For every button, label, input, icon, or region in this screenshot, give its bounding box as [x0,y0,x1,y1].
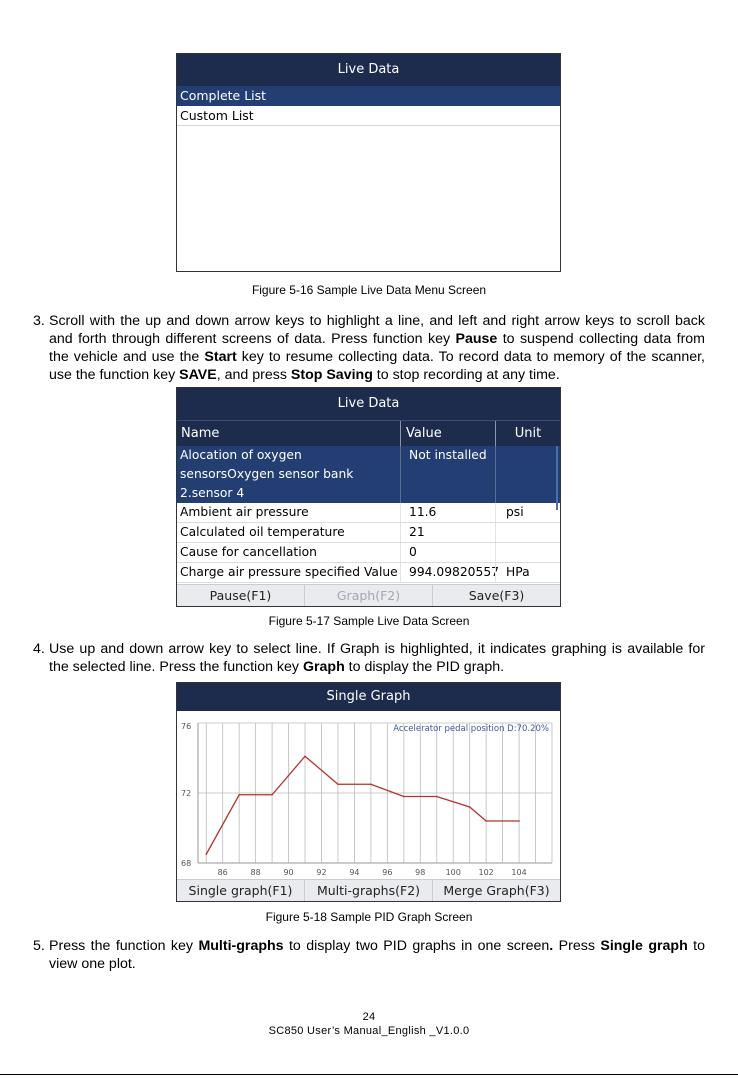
column-header-unit: Unit [495,421,560,446]
column-header-value: Value [400,421,495,446]
table-row[interactable] [177,563,560,583]
text-run: Press the function key [49,938,199,954]
cell-value: 0 [400,543,495,562]
step-3-paragraph [33,312,705,384]
cell-name: Ambient air pressure [180,505,309,519]
screen-title: Single Graph [177,683,560,711]
screen-title: Live Data [177,54,560,86]
data-point [436,796,438,798]
bold-term: Start [204,349,237,365]
table-row[interactable] [177,503,560,523]
function-key-2[interactable]: Graph(F2) [304,585,432,606]
bold-term: Single graph [600,938,688,954]
pid-graph [177,711,560,881]
x-tick-label: 94 [349,868,360,877]
bold-term: Multi-graphs [198,938,284,954]
series-line [206,756,519,854]
text-run: to suspend collecting data from the vehicle and use the [49,331,705,365]
cell-name: Cause for cancellation [180,545,317,559]
text-run: Scroll with the up and down arrow keys to highlight a line, and left and right arrow keys to scroll back and forth through different screens of data. Press function key [49,313,705,347]
cell-unit [495,523,560,542]
step-text [33,312,705,384]
text-run: , and press [216,367,291,383]
x-tick-label: 92 [316,868,327,877]
cell-unit [495,446,560,503]
text-run: Use up and down arrow key to select line. If Graph is highlighted, it indicates graphing is available for the selected line. Press the function key [49,641,705,675]
menu-item-custom-list[interactable] [177,106,560,126]
bold-term: Stop Saving [290,367,373,383]
manual-title: SC850 User’s Manual_English _V1.0.0 [268,1025,470,1037]
cell-unit: psi [495,503,560,522]
single-graph-screen [176,682,561,902]
function-key-1[interactable]: Single graph(F1) [188,883,293,898]
function-key-3[interactable]: Merge Graph(F3) [432,880,560,901]
x-tick-label: 98 [415,868,426,877]
bold-term: Graph [302,659,345,675]
page-number: 24 [362,1011,376,1023]
text-run: to display the PID graph. [344,659,505,675]
data-point [271,794,273,796]
data-point [403,796,405,798]
legend-label: Accelerator pedal position D:70.20% [393,724,549,734]
screen-title: Live Data [177,388,560,420]
table-row[interactable] [177,523,560,543]
function-key-1[interactable]: Pause(F1) [209,588,272,603]
text-run: key to resume collecting data. To record data to memory of the scanner, use the function key [49,349,705,383]
data-point [205,853,207,855]
menu-item-label: Complete List [180,88,267,103]
x-tick-label: 102 [478,868,494,877]
cell-value: 994.09820557 [400,563,495,582]
step-text [33,640,705,676]
cell-name: Calculated oil temperature [180,525,345,539]
menu-item-label: Custom List [180,108,254,123]
live-data-menu-screen [176,53,561,272]
data-point [238,794,240,796]
step-text [33,937,705,973]
function-key-2[interactable]: Multi-graphs(F2) [304,880,432,901]
table-header [177,420,560,446]
data-point [485,820,487,822]
x-tick-label: 104 [511,868,527,877]
menu-item-complete-list[interactable] [177,86,560,106]
figure-caption: Figure 5-16 Sample Live Data Menu Screen [251,283,487,297]
data-point [518,820,520,822]
table-body [177,446,560,583]
cell-unit: HPa [495,563,560,582]
scrollbar[interactable] [556,446,558,510]
text-run: to display two PID graphs in one screen [283,938,550,954]
table-row[interactable] [177,446,560,503]
text-run: to stop recording at any time. [372,367,560,383]
data-point [337,783,339,785]
step-number: 5. [33,938,45,954]
x-tick-label: 88 [250,868,261,877]
cell-value: Not installed [400,446,495,503]
bold-term: SAVE [179,367,217,383]
cell-name: Alocation of oxygen sensorsOxygen sensor bank 2.sensor 4 [180,448,354,500]
page-bottom-rule [0,1074,738,1075]
y-tick-label: 72 [181,789,192,798]
bold-term: Pause [455,331,498,347]
x-tick-label: 96 [382,868,393,877]
cell-name: Charge air pressure specified Value [180,565,398,579]
x-tick-label: 90 [283,868,294,877]
cell-value: 21 [400,523,495,542]
text-run: Press [553,938,601,954]
figure-caption: Figure 5-18 Sample PID Graph Screen [265,910,473,924]
text-run: to view one plot. [49,938,706,972]
y-tick-label: 76 [181,722,192,731]
function-key-3[interactable]: Save(F3) [432,585,560,606]
figure-caption: Figure 5-17 Sample Live Data Screen [268,614,470,628]
bold-term: . [549,938,554,954]
column-header-name: Name [181,426,220,441]
function-key-bar [177,879,560,901]
data-point [304,755,306,757]
x-tick-label: 86 [217,868,228,877]
cell-value: 11.6 [400,503,495,522]
function-key-bar [177,584,560,606]
data-point [469,806,471,808]
cell-unit [495,543,560,562]
step-number: 4. [33,641,45,657]
live-data-table-screen [176,387,561,607]
step-5-paragraph [33,937,705,973]
table-row[interactable] [177,543,560,563]
x-tick-label: 100 [445,868,461,877]
step-4-paragraph [33,640,705,676]
y-tick-label: 68 [181,859,192,868]
step-number: 3. [33,313,45,329]
data-point [370,783,372,785]
